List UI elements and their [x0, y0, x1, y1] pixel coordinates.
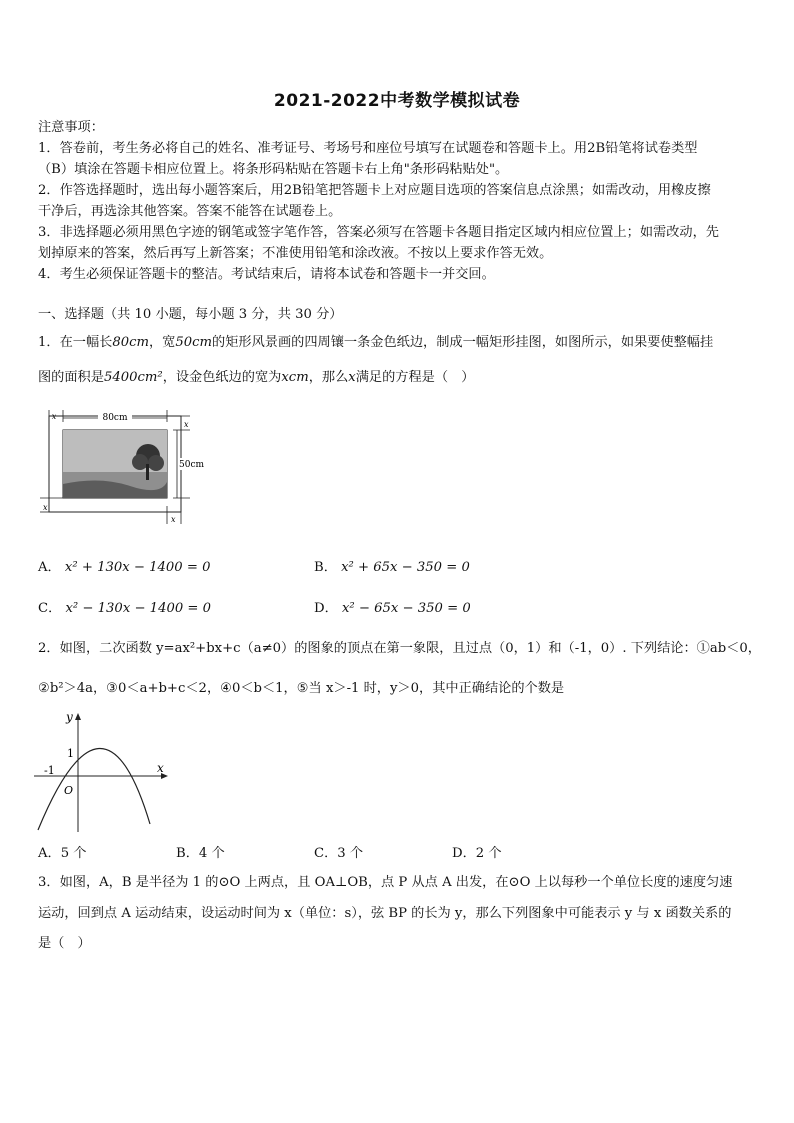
option-label: A． [38, 560, 61, 575]
notes-heading: 注意事项： [38, 120, 104, 135]
section-heading: 一、选择题（共 10 小题，每小题 3 分，共 30 分） [38, 307, 343, 322]
page-title: 2021-2022中考数学模拟试卷 [273, 91, 521, 111]
notes-item: 3．非选择题必须用黑色字迹的钢笔或签字笔作答，答案必须写在答题卡各题目指定区域内相应位置上；如需改动，先 [38, 225, 719, 240]
x-label: x [43, 503, 48, 512]
q1-line2 [38, 368, 760, 388]
y-axis-arrow-icon [75, 713, 81, 720]
q1-line1 [38, 333, 760, 353]
q3-line1: 3．如图，A，B 是半径为 1 的⊙O 上两点，且 OA⊥OB，点 P 从点 A 出发，在⊙O 上以每秒一个单位长度的速度匀速 [38, 875, 733, 890]
q2-option-a[interactable]: A．5 个 [38, 846, 87, 861]
option-equation: x² − 130x − 1400 = 0 [65, 601, 212, 616]
q2-line2: ②b²＞4a，③0＜a+b+c＜2，④0＜b＜1，⑤当 x＞-1 时，y＞0，其中正确结论的个数是 [38, 681, 565, 696]
x-label: x [184, 420, 189, 429]
x-axis-label: x [157, 761, 164, 775]
q1-area: 5400cm² [103, 370, 163, 385]
option-label: D． [314, 601, 338, 616]
q2-line1: 2．如图，二次函数 y=ax²+bx+c（a≠0）的图象的顶点在第一象限，且过点（0，1）和（-1，0）. 下列结论：①ab＜0， [38, 641, 761, 656]
side-dimension-label: 50cm [179, 460, 205, 470]
notes-item: 1．答卷前，考生务必将自己的姓名、准考证号、考场号和座位号填写在试题卷和答题卡上。用2B铅笔将试卷类型 [38, 141, 698, 156]
option-equation: x² − 65x − 350 = 0 [341, 601, 471, 616]
x-label: x [51, 412, 57, 421]
tick-label-one: 1 [67, 747, 74, 760]
q3-line3: 是（ ） [38, 936, 91, 951]
q1-text: 图的面积是 [38, 370, 104, 385]
q1-text: 满足的方程是（ ） [355, 370, 475, 385]
top-dimension-label: 80cm [102, 413, 128, 423]
y-axis-label: y [66, 710, 73, 724]
notes-item: 2．作答选择题时，选出每小题答案后，用2B铅笔把答题卡上对应题目选项的答案信息点涂黑；如需改动，用橡皮擦 [38, 183, 711, 198]
option-equation: x² + 65x − 350 = 0 [341, 560, 470, 575]
notes-item: 干净后，再选涂其他答案。答案不能答在试题卷上。 [38, 204, 342, 219]
q2-option-c[interactable]: C．3 个 [314, 846, 364, 861]
tick-label-neg1: -1 [44, 764, 55, 777]
notes-item: 划掉原来的答案，然后再写上新答案；不准使用铅笔和涂改液。不按以上要求作答无效。 [38, 246, 553, 261]
q3-line2: 运动，回到点 A 运动结束，设运动时间为 x（单位：s），弦 BP 的长为 y，那么下列图象中可能表示 y 与 x 函数关系的 [38, 906, 732, 921]
q1-xcm: xcm [281, 370, 309, 385]
q1-xvar: x [348, 370, 356, 385]
q1-frame-figure [40, 406, 220, 526]
option-label: B． [314, 560, 337, 575]
q1-text: 1．在一幅长 [38, 335, 113, 350]
notes-item: （B）填涂在答题卡相应位置上。将条形码粘贴在答题卡右上角"条形码粘贴处"。 [38, 162, 509, 177]
notes-item: 4．考生必须保证答题卡的整洁。考试结束后，请将本试卷和答题卡一并交回。 [38, 267, 495, 282]
option-equation: x² + 130x − 1400 = 0 [64, 560, 211, 575]
q2-option-d[interactable]: D．2 个 [452, 846, 502, 861]
q1-text: ，设金色纸边的宽为 [162, 370, 282, 385]
q1-option-c[interactable] [38, 597, 211, 616]
q1-option-d[interactable] [314, 597, 471, 616]
q1-length: 80cm [112, 335, 149, 350]
tree-trunk-icon [146, 464, 149, 480]
parabola-curve [38, 748, 150, 830]
q1-option-a[interactable] [38, 556, 211, 575]
q1-text: ，那么 [308, 370, 349, 385]
q1-text: ，宽 [149, 335, 176, 350]
q1-text: 的矩形风景画的四周镶一条金色纸边，制成一幅矩形挂图，如图所示，如果要使整幅挂 [212, 335, 714, 350]
x-label: x [171, 515, 176, 524]
origin-label: O [64, 784, 74, 797]
q2-parabola-graph [30, 706, 180, 836]
q2-option-b[interactable]: B．4 个 [176, 846, 225, 861]
option-label: C． [38, 601, 62, 616]
q1-width: 50cm [175, 335, 213, 350]
q1-option-b[interactable] [314, 556, 470, 575]
